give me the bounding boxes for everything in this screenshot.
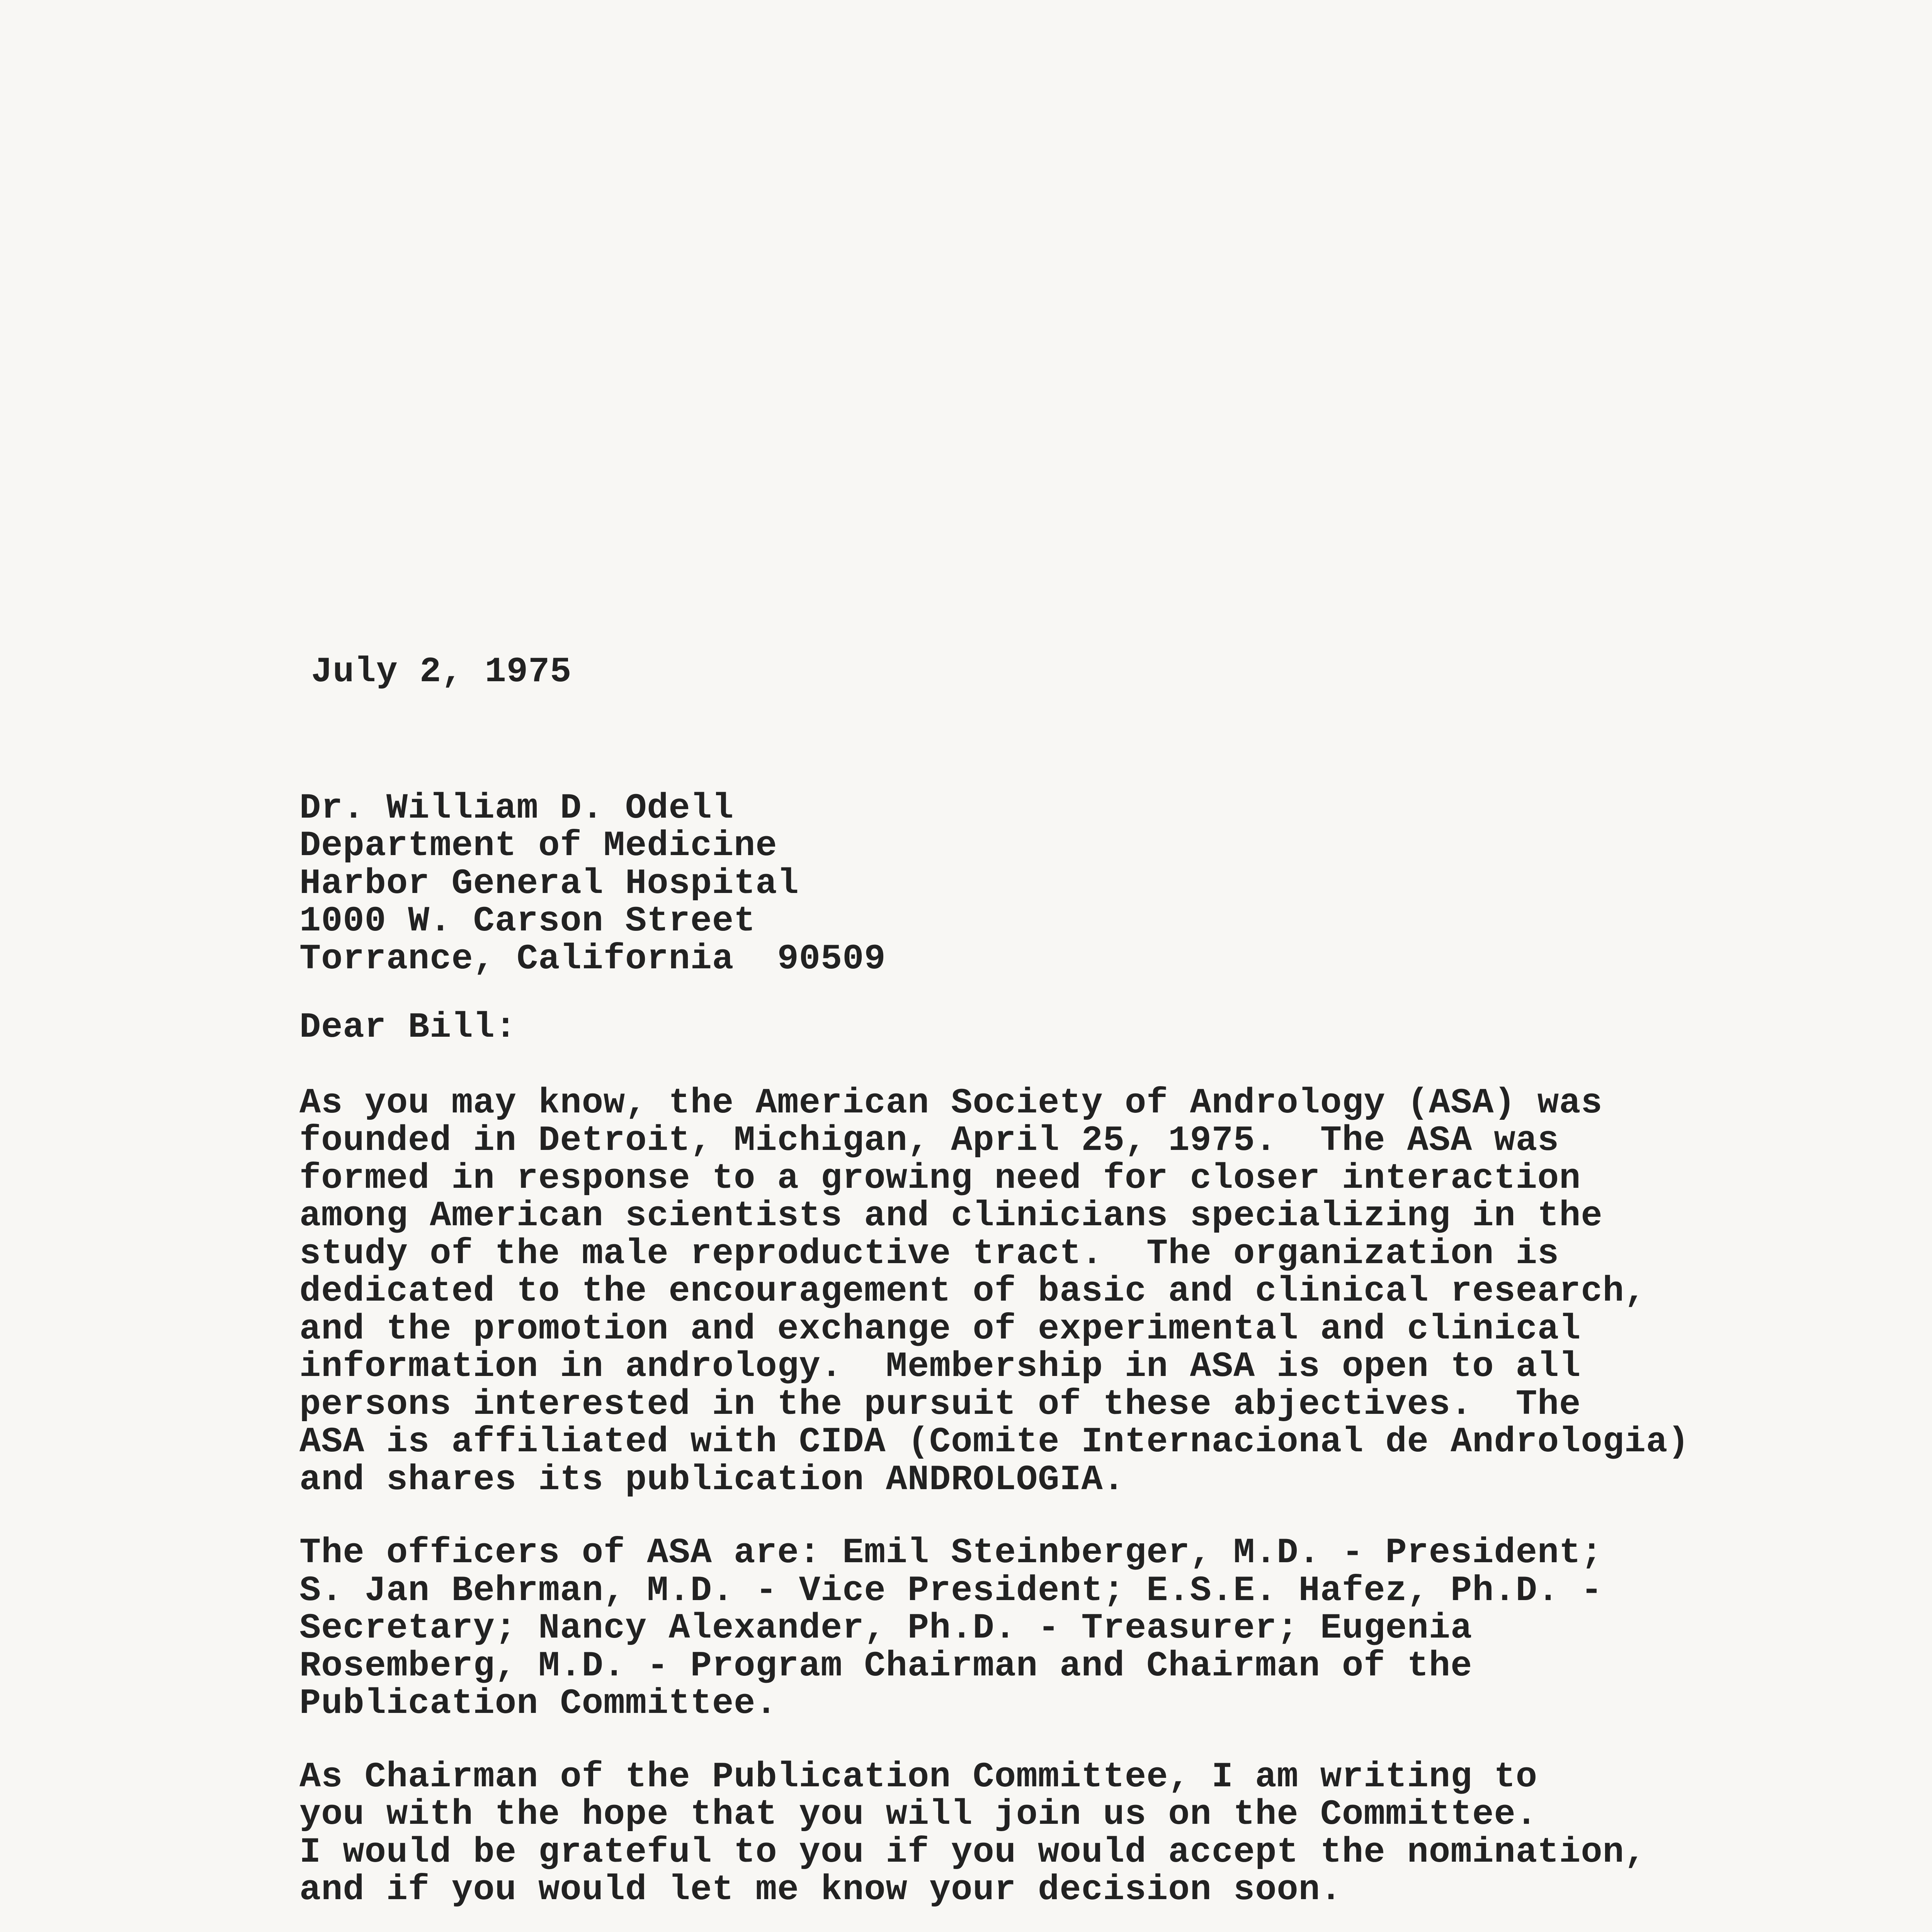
paragraph-line: dedicated to the encouragement of basic and clinical research, xyxy=(299,1271,1646,1312)
paragraph-line: Publication Committee. xyxy=(299,1683,777,1724)
paragraph-line: Rosemberg, M.D. - Program Chairman and Chairman of the xyxy=(299,1645,1473,1686)
paragraph-line: As you may know, the American Society of Andrology (ASA) was xyxy=(299,1082,1603,1123)
letter-date: July 2, 1975 xyxy=(311,651,572,692)
recipient-line: 1000 W. Carson Street xyxy=(299,901,756,942)
paragraph-line: formed in response to a growing need for closer interaction xyxy=(299,1158,1581,1199)
recipient-line: Harbor General Hospital xyxy=(299,863,799,904)
paragraph-line: ASA is affiliated with CIDA (Comite Internacional de Andrologia) xyxy=(299,1422,1690,1463)
recipient-line: Department of Medicine xyxy=(299,825,777,866)
paragraph-1 xyxy=(299,1084,1806,1499)
paragraph-2 xyxy=(299,1534,1806,1723)
paragraph-line: Secretary; Nancy Alexander, Ph.D. - Treasurer; Eugenia xyxy=(299,1608,1473,1649)
paragraph-line: among American scientists and clinicians specializing in the xyxy=(299,1196,1603,1236)
paragraph-line: As Chairman of the Publication Committee, I am writing to xyxy=(299,1756,1537,1797)
paragraph-line: and the promotion and exchange of experimental and clinical xyxy=(299,1308,1581,1349)
paragraph-line: founded in Detroit, Michigan, April 25, 1975. The ASA was xyxy=(299,1120,1560,1161)
paragraph-line: The officers of ASA are: Emil Steinberger, M.D. - President; xyxy=(299,1532,1603,1573)
paragraph-line: information in andrology. Membership in ASA is open to all xyxy=(299,1346,1581,1387)
paragraph-line: you with the hope that you will join us on the Committee. xyxy=(299,1794,1537,1835)
paragraph-line: I would be grateful to you if you would accept the nomination, xyxy=(299,1832,1646,1872)
paragraph-line: S. Jan Behrman, M.D. - Vice President; E.S.E. Hafez, Ph.D. - xyxy=(299,1570,1603,1611)
paragraph-line: and if you would let me know your decision soon. xyxy=(299,1869,1342,1910)
paragraph-line: persons interested in the pursuit of these abjectives. The xyxy=(299,1384,1581,1425)
paragraph-line: and shares its publication ANDROLOGIA. xyxy=(299,1459,1125,1500)
recipient-line: Torrance, California 90509 xyxy=(299,938,886,979)
recipient-line: Dr. William D. Odell xyxy=(299,787,734,828)
paragraph-line: study of the male reproductive tract. The organization is xyxy=(299,1233,1560,1274)
paragraph-3 xyxy=(299,1758,1806,1909)
salutation: Dear Bill: xyxy=(299,1007,517,1048)
recipient-address xyxy=(299,789,1806,978)
letter-body xyxy=(299,653,1806,1932)
